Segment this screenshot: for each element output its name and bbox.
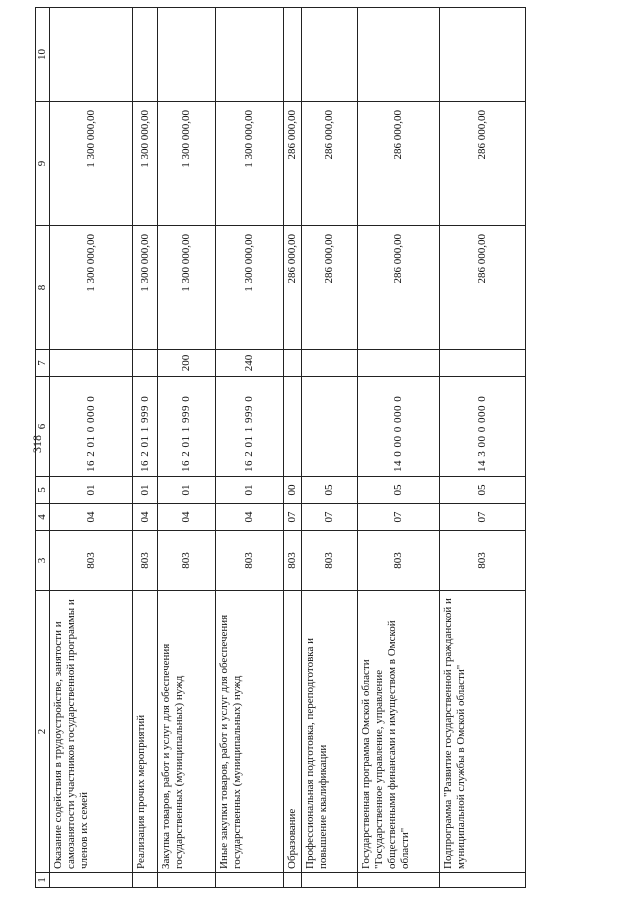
target-article-code: 16 2 01 0 000 0: [50, 377, 133, 477]
amount-col9: 286 000,00: [440, 102, 526, 226]
amount-col8: 286 000,00: [358, 226, 440, 350]
column-number-row: [36, 8, 50, 888]
row-number-cell: [284, 873, 302, 888]
section-code: 04: [158, 504, 216, 531]
column-number: 4: [36, 504, 50, 531]
amount-col9: 1 300 000,00: [158, 102, 216, 226]
ministry-code: 803: [440, 531, 526, 591]
column-number: 9: [36, 102, 50, 226]
amount-col9: 1 300 000,00: [50, 102, 133, 226]
budget-table-container: [35, 8, 525, 888]
expense-type-code: [133, 350, 158, 377]
section-code: 04: [50, 504, 133, 531]
column-number: 7: [36, 350, 50, 377]
amount-col8: 1 300 000,00: [158, 226, 216, 350]
amount-col8: 1 300 000,00: [216, 226, 284, 350]
row-number-cell: [158, 873, 216, 888]
expense-type-code: 240: [216, 350, 284, 377]
subsection-code: 05: [440, 477, 526, 504]
expense-type-code: [284, 350, 302, 377]
section-code: 04: [133, 504, 158, 531]
item-name: Государственная программа Омской области "Государственное управление, управление общественными финансами и имуществом в Омской области": [358, 591, 440, 873]
row-number-cell: [440, 873, 526, 888]
amount-col10: [440, 8, 526, 102]
item-name: Образование: [284, 591, 302, 873]
amount-col8: 1 300 000,00: [50, 226, 133, 350]
table-row: [50, 8, 133, 888]
amount-col9: 286 000,00: [284, 102, 302, 226]
table-row: [158, 8, 216, 888]
column-number: 1: [36, 873, 50, 888]
row-number-cell: [302, 873, 358, 888]
page-number: 318: [30, 435, 44, 453]
table-row: [302, 8, 358, 888]
amount-col10: [302, 8, 358, 102]
target-article-code: 16 2 01 1 999 0: [216, 377, 284, 477]
table-row: [133, 8, 158, 888]
column-number: 10: [36, 8, 50, 102]
row-number-cell: [216, 873, 284, 888]
section-code: 07: [284, 504, 302, 531]
ministry-code: 803: [158, 531, 216, 591]
section-code: 04: [216, 504, 284, 531]
target-article-code: [302, 377, 358, 477]
ministry-code: 803: [133, 531, 158, 591]
subsection-code: 05: [302, 477, 358, 504]
amount-col9: 286 000,00: [358, 102, 440, 226]
row-number-cell: [133, 873, 158, 888]
expense-type-code: 200: [158, 350, 216, 377]
rotated-page: [35, 8, 525, 888]
item-name: Оказание содействия в трудоустройстве, занятости и самозанятости участников государственной программы и членов их семей: [50, 591, 133, 873]
amount-col8: 286 000,00: [440, 226, 526, 350]
subsection-code: 01: [133, 477, 158, 504]
row-number-cell: [50, 873, 133, 888]
expense-type-code: [50, 350, 133, 377]
expense-type-code: [358, 350, 440, 377]
target-article-code: [284, 377, 302, 477]
subsection-code: 01: [158, 477, 216, 504]
ministry-code: 803: [302, 531, 358, 591]
item-name: Реализация прочих мероприятий: [133, 591, 158, 873]
subsection-code: 00: [284, 477, 302, 504]
table-row: [216, 8, 284, 888]
expense-type-code: [302, 350, 358, 377]
item-name: Подпрограмма "Развитие государственной гражданской и муниципальной службы в Омской области": [440, 591, 526, 873]
subsection-code: 01: [216, 477, 284, 504]
budget-table: [35, 7, 526, 888]
amount-col10: [133, 8, 158, 102]
column-number: 8: [36, 226, 50, 350]
target-article-code: 16 2 01 1 999 0: [133, 377, 158, 477]
amount-col8: 1 300 000,00: [133, 226, 158, 350]
amount-col8: 286 000,00: [284, 226, 302, 350]
subsection-code: 05: [358, 477, 440, 504]
amount-col10: [158, 8, 216, 102]
amount-col10: [284, 8, 302, 102]
item-name: Закупка товаров, работ и услуг для обеспечения государственных (муниципальных) нужд: [158, 591, 216, 873]
target-article-code: 14 3 00 0 000 0: [440, 377, 526, 477]
target-article-code: 16 2 01 1 999 0: [158, 377, 216, 477]
amount-col9: 286 000,00: [302, 102, 358, 226]
column-number: 5: [36, 477, 50, 504]
expense-type-code: [440, 350, 526, 377]
subsection-code: 01: [50, 477, 133, 504]
item-name: Иные закупки товаров, работ и услуг для обеспечения государственных (муниципальных) нужд: [216, 591, 284, 873]
section-code: 07: [302, 504, 358, 531]
column-number: 6: [36, 377, 50, 477]
amount-col10: [358, 8, 440, 102]
column-number: 3: [36, 531, 50, 591]
amount-col10: [216, 8, 284, 102]
section-code: 07: [440, 504, 526, 531]
amount-col9: 1 300 000,00: [133, 102, 158, 226]
column-number: 2: [36, 591, 50, 873]
amount-col9: 1 300 000,00: [216, 102, 284, 226]
ministry-code: 803: [358, 531, 440, 591]
ministry-code: 803: [216, 531, 284, 591]
row-number-cell: [358, 873, 440, 888]
section-code: 07: [358, 504, 440, 531]
table-row: [358, 8, 440, 888]
target-article-code: 14 0 00 0 000 0: [358, 377, 440, 477]
table-row: [440, 8, 526, 888]
amount-col10: [50, 8, 133, 102]
ministry-code: 803: [284, 531, 302, 591]
amount-col8: 286 000,00: [302, 226, 358, 350]
table-row: [284, 8, 302, 888]
item-name: Профессиональная подготовка, переподготовка и повышение квалификации: [302, 591, 358, 873]
ministry-code: 803: [50, 531, 133, 591]
